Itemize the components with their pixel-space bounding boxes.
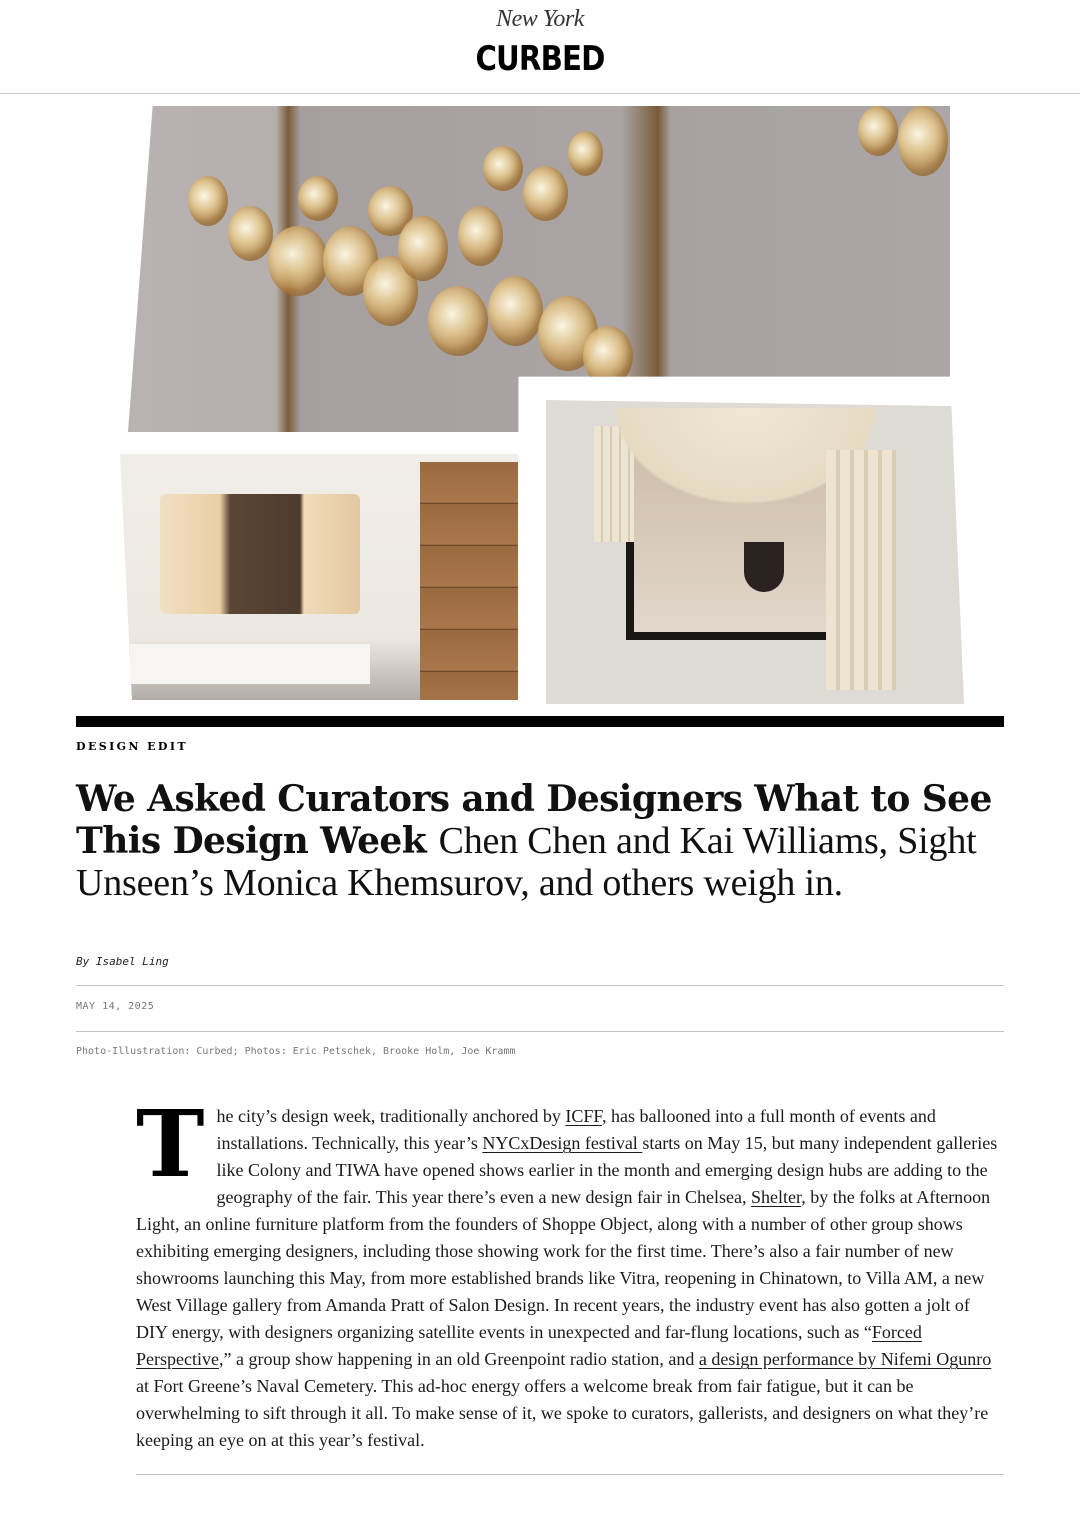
divider	[136, 1474, 1004, 1475]
wood-cabinet	[420, 462, 518, 700]
chandelier-photo	[128, 106, 950, 432]
site-header	[0, 0, 1080, 94]
curbed-logo[interactable]: CURBED	[475, 39, 605, 79]
byline[interactable]: By Isabel Ling	[76, 955, 169, 968]
article-body	[136, 1090, 1004, 1454]
new-york-logo[interactable]: New York	[496, 6, 584, 32]
drop-cap: T	[136, 1090, 205, 1198]
hero-collage	[0, 94, 1080, 714]
curtain-artwork-photo	[546, 400, 964, 704]
vase	[744, 542, 784, 592]
divider	[76, 1031, 1004, 1032]
link-nycxdesign[interactable]: NYCxDesign festival	[482, 1133, 643, 1153]
headline-dek: Chen Chen and Kai Williams, Sight Unseen’s Monica Khemsurov, and others weigh in.	[76, 820, 977, 904]
section-divider	[76, 716, 1004, 727]
rubric-label[interactable]: DESIGN EDIT	[76, 740, 188, 753]
link-icff[interactable]: ICFF	[565, 1106, 602, 1126]
body-text: ,” a group show happening in an old Greenpoint radio station, and	[218, 1349, 699, 1369]
body-text: he city’s design week, traditionally anchored by	[216, 1106, 566, 1126]
body-text: at Fort Greene’s Naval Cemetery. This ad-hoc energy offers a welcome break from fair fatigue, but it can be overwhelming to sift through it all. To make sense of it, we spoke to curators, gallerists, and designers on what they’re keeping an eye on at this year’s festival.	[136, 1376, 989, 1450]
photo-credit: Photo-Illustration: Curbed; Photos: Eric Petschek, Brooke Holm, Joe Kramm	[76, 1046, 516, 1057]
divider	[76, 985, 1004, 986]
headline	[76, 778, 1006, 904]
publish-date: MAY 14, 2025	[76, 1001, 155, 1012]
link-shelter[interactable]: Shelter	[750, 1187, 802, 1207]
link-forced-perspective[interactable]: Forced Perspective	[136, 1322, 922, 1369]
link-nifemi-ogunro[interactable]: a design performance by Nifemi Ogunro	[698, 1349, 992, 1369]
lamp-plinth	[130, 644, 370, 684]
paper-lamp	[160, 494, 360, 614]
body-text: , has ballooned into a full month of events and installations. Technically, this year’s	[216, 1106, 936, 1153]
body-text: , by the folks at Afternoon Light, an online furniture platform from the founders of Shoppe Object, along with a number of other group shows exhibiting emerging designers, including those showing work for the first time. There’s also a fair number of new showrooms launching this May, from more established brands like Vitra, reopening in Chinatown, to Villa AM, a new West Village gallery from Amanda Pratt of Salon Design. In recent years, the industry event has also gotten a jolt of DIY energy, with designers organizing satellite events in unexpected and far-flung locations, such as “	[136, 1187, 991, 1342]
lamp-photo	[120, 454, 518, 700]
curtain-drape-right	[826, 450, 896, 690]
headline-title: We Asked Curators and Designers What to See This Design Week	[76, 778, 992, 862]
body-text: starts on May 15, but many independent galleries like Colony and TIWA have opened shows earlier in the month and emerging design hubs are adding to the geography of the fair. This year there’s even a new design fair in Chelsea,	[216, 1133, 998, 1207]
